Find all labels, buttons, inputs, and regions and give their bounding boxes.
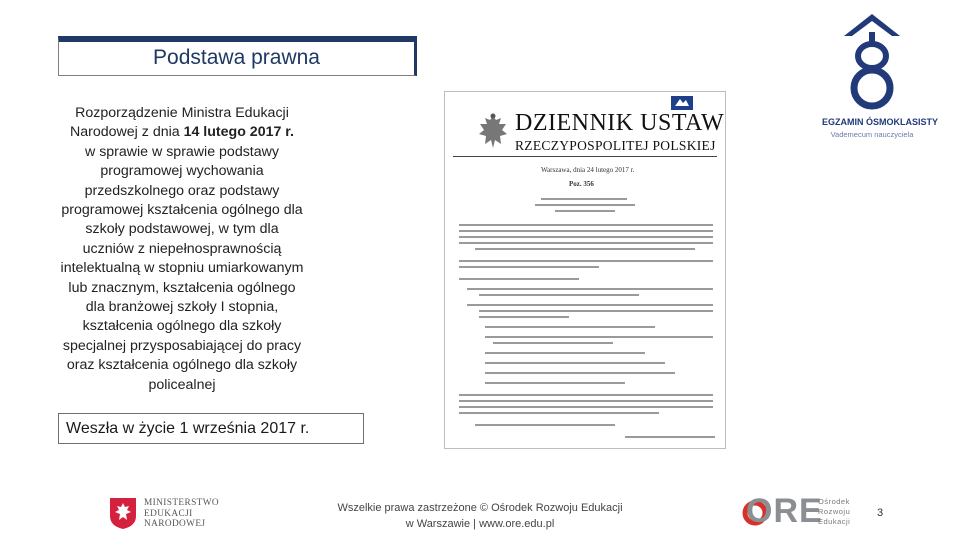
text-line <box>485 362 665 364</box>
text-line <box>467 304 713 306</box>
header-rule <box>453 156 717 157</box>
exam-caption: EGZAMIN ÓSMOKLASISTY <box>822 117 939 127</box>
text-line <box>485 382 625 384</box>
body-line: przedszkolnego oraz podstawy <box>84 182 280 199</box>
exam-subcaption: Vademecum nauczyciela <box>830 130 914 139</box>
body-line: policealnej <box>148 376 216 393</box>
text-line <box>475 248 695 250</box>
ore-line: Ośrodek <box>818 497 850 506</box>
ore-line: Edukacji <box>818 517 851 526</box>
egzamin-osmoklasisty-logo <box>822 10 939 140</box>
text-line <box>535 204 635 206</box>
text-line <box>459 242 713 244</box>
body-line: intelektualną w stopniu umiarkowanym <box>60 260 304 277</box>
text-line <box>479 310 713 312</box>
copyright-footer <box>330 500 630 532</box>
document-header: DZIENNIK USTAW <box>515 110 725 136</box>
text-line <box>541 198 627 200</box>
ministry-line: MINISTERSTWO <box>144 498 220 508</box>
body-line: uczniów z niepełnosprawnością <box>82 240 282 257</box>
ore-logo <box>738 494 868 534</box>
body-line: kształcenia ogólnego dla szkoły <box>82 318 282 335</box>
text-line <box>485 336 713 338</box>
ministry-line: EDUKACJI <box>144 508 193 519</box>
text-line <box>479 294 639 296</box>
text-line <box>459 266 599 268</box>
text-line <box>485 326 655 328</box>
text-line <box>485 372 675 374</box>
effective-date-box <box>58 413 364 444</box>
text-line <box>459 400 713 402</box>
text-line <box>625 436 715 438</box>
text-line <box>459 394 713 396</box>
polish-eagle-emblem-icon <box>475 112 511 152</box>
text-line <box>493 342 613 344</box>
body-line: programowej wychowania <box>100 163 264 180</box>
ministry-line: NARODOWEJ <box>144 519 206 529</box>
text-line <box>459 412 659 414</box>
body-line: programowej kształcenia ogólnego dla <box>61 202 303 219</box>
body-line: dla branżowej szkoły I stopnia, <box>85 299 279 316</box>
document-subheader: RZECZYPOSPOLITEJ POLSKIEJ <box>515 138 716 153</box>
ministry-logo <box>108 496 218 530</box>
publisher-logo-icon <box>671 96 693 110</box>
regulation-date: 14 lutego 2017 r. <box>183 124 294 141</box>
text-line <box>467 288 713 290</box>
text-line <box>475 424 615 426</box>
text-line <box>459 224 713 226</box>
text-line <box>555 210 615 212</box>
body-line: w sprawie w sprawie podstawy <box>85 143 279 160</box>
body-line: oraz kształcenia ogólnego dla szkoły <box>66 357 298 374</box>
slide-title: Podstawa prawna <box>153 46 320 69</box>
text-line <box>459 260 713 262</box>
graduation-eight-icon <box>822 10 922 116</box>
body-line: szkoły podstawowej, w tym dla <box>85 221 279 238</box>
ore-wordmark: ORE <box>746 492 823 530</box>
page-number: 3 <box>877 507 884 519</box>
slide-title-box <box>58 36 417 76</box>
body-line: Narodowej z dnia 14 lutego 2017 r. <box>70 124 294 141</box>
text-line <box>459 406 713 408</box>
copyright-line: Wszelkie prawa zastrzeżone © Ośrodek Rozwoju Edukacji <box>337 502 623 514</box>
copyright-line: w Warszawie | www.ore.edu.pl <box>405 518 555 530</box>
body-line: specjalnej przysposabiającej do pracy <box>62 337 302 354</box>
dziennik-ustaw-document-image <box>444 91 726 449</box>
text-line <box>459 278 579 280</box>
regulation-text <box>40 104 324 395</box>
ore-line: Rozwoju <box>818 507 851 516</box>
document-date: Warszawa, dnia 24 lutego 2017 r. <box>541 166 635 174</box>
ministry-eagle-icon <box>108 496 138 530</box>
document-position: Poz. 356 <box>569 180 594 188</box>
effective-date: Weszła w życie 1 września 2017 r. <box>66 420 310 437</box>
text-line <box>459 236 713 238</box>
text-line <box>485 352 645 354</box>
text-line <box>459 230 713 232</box>
text-line <box>479 316 569 318</box>
body-line: lub znacznym, kształcenia ogólnego <box>68 279 296 296</box>
body-line: Rozporządzenie Ministra Edukacji <box>75 105 289 121</box>
